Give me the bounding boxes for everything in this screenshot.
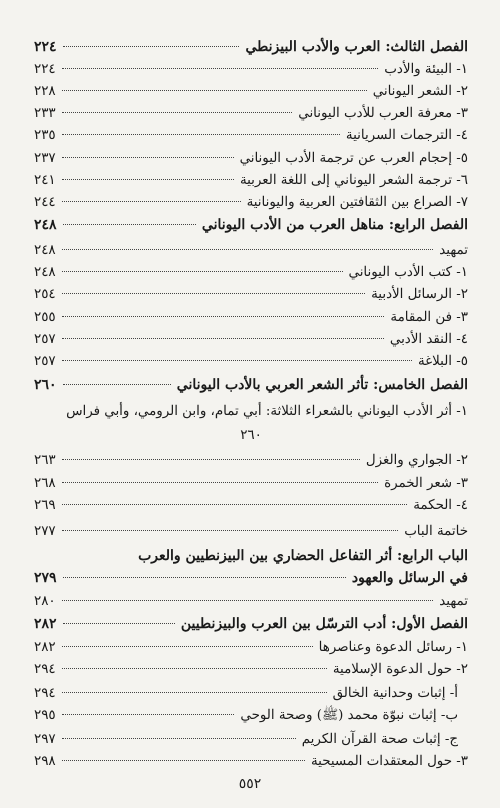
leader-dots (62, 600, 434, 601)
toc-entry-title: ١- أثر الأدب اليوناني بالشعراء الثلاثة: أبي تمام، وابن الرومي، وأبي فراس (66, 404, 468, 419)
leader-dots (62, 338, 384, 339)
toc-entry-title: أ- إثبات وحدانية الخالق (332, 686, 458, 701)
toc-entry-page: ٢٩٧ (34, 732, 56, 747)
toc-entry-page: ٢٣٥ (34, 128, 56, 143)
leader-dots (62, 249, 434, 250)
toc-entry (34, 659, 468, 681)
toc-entry-title: ٢- حول الدعوة الإسلامية (332, 662, 468, 677)
toc-entry-title: الفصل الرابع: مناهل العرب من الأدب اليوناني (201, 217, 468, 233)
toc-entry (34, 284, 468, 306)
toc-entry (34, 192, 468, 214)
leader-dots (62, 201, 241, 202)
toc-entry-page: ٢٥٤ (34, 287, 56, 302)
leader-dots (62, 157, 234, 158)
toc-entry-page: ٢٤٨ (34, 217, 57, 233)
toc-entry-title: تمهيد (439, 243, 468, 258)
leader-dots (63, 577, 346, 578)
leader-dots (62, 530, 399, 531)
leader-dots (62, 459, 360, 460)
toc-entry (34, 591, 468, 613)
leader-dots (62, 668, 327, 669)
leader-dots (62, 714, 235, 715)
toc-entry (34, 613, 468, 635)
leader-dots (62, 90, 367, 91)
toc-entry (34, 450, 468, 472)
leader-dots (62, 504, 408, 505)
toc-entry (34, 751, 468, 773)
leader-dots (62, 68, 379, 69)
toc-entry (34, 103, 468, 125)
toc-entry-page: ٢٦٣ (34, 453, 56, 468)
toc-entry-page: ٢٦٠ (240, 428, 262, 443)
leader-dots (62, 646, 313, 647)
toc-entry (34, 329, 468, 351)
leader-dots (62, 760, 305, 761)
leader-dots (62, 134, 340, 135)
toc-entry-page: ٢٨٢ (34, 616, 57, 632)
toc-entry-title: ب- إثبات نبوّة محمد (ﷺ) وصحة الوحي (240, 708, 458, 723)
toc-entry-title: ١- رسائل الدعوة وعناصرها (318, 640, 468, 655)
toc-entry (34, 307, 468, 329)
toc-entry (34, 240, 468, 262)
toc-entry (34, 262, 468, 284)
toc-entry-title: ٢- الرسائل الأدبية (371, 287, 468, 302)
toc-entry-title: الفصل الخامس: تأثر الشعر العربي بالأدب اليوناني (176, 377, 468, 393)
toc-entry-title: ٣- شعر الخمرة (384, 476, 468, 491)
toc-entry-title: الفصل الثالث: العرب والأدب البيزنطي (245, 39, 468, 55)
toc-entry-page: ٢٢٤ (34, 39, 57, 55)
toc-entry-page: ٢٤٨ (34, 243, 56, 258)
toc-entry-page: ٢٤١ (34, 173, 56, 188)
toc-entry (34, 36, 468, 58)
toc-entry-title: تمهيد (439, 594, 468, 609)
toc-entry (34, 170, 468, 192)
toc-entry-page: ٢٢٤ (34, 62, 56, 77)
toc-entry (34, 374, 468, 396)
toc-entry (34, 214, 468, 236)
toc-entry-page: ٢٥٧ (34, 354, 56, 369)
toc-entry-title: ٣- معرفة العرب للأدب اليوناني (298, 106, 468, 121)
toc-entry-title: الفصل الأول: أدب الترسّل بين العرب والبيزنطيين (180, 616, 468, 632)
toc-entry-title: ٤- النقد الأدبي (389, 332, 468, 347)
toc-entry-title: ٧- الصراع بين الثقافتين العربية واليونانية (246, 195, 468, 210)
toc-entry-title: الباب الرابع: أثر التفاعل الحضاري بين البيزنطيين والعرب (138, 548, 468, 564)
leader-dots (62, 738, 296, 739)
toc-entry-title: ٥- البلاغة (418, 354, 468, 369)
toc-entry-page: ٢٦٩ (34, 498, 56, 513)
toc-entry (34, 567, 468, 589)
toc-entry (34, 683, 458, 705)
toc-entry-page: ٢٣٧ (34, 151, 56, 166)
toc-entry-page: ٢٦٨ (34, 476, 56, 491)
leader-dots (63, 623, 175, 624)
leader-dots (62, 112, 293, 113)
toc-entry-page: ٢٣٣ (34, 106, 56, 121)
leader-dots (62, 360, 412, 361)
leader-dots (63, 46, 240, 47)
toc-entry-page: ٢٥٥ (34, 310, 56, 325)
toc-entry-page: ٢٧٧ (34, 524, 56, 539)
toc-entry (34, 729, 458, 751)
leader-dots (63, 224, 196, 225)
toc-entry (34, 521, 468, 543)
toc-entry-page: ٢٨٠ (34, 594, 56, 609)
toc-entry (34, 401, 468, 423)
toc-entry-page: ٢٨٢ (34, 640, 56, 655)
toc-entry-page: ٢٩٤ (34, 686, 56, 701)
toc-entry-title: ١- البيئة والأدب (384, 62, 468, 77)
toc-entry-title: ٥- إحجام العرب عن ترجمة الأدب اليوناني (239, 151, 468, 166)
toc-entry-title: ٢- الجواري والغزل (365, 453, 468, 468)
toc-entry-page: ٢٦٠ (34, 377, 57, 393)
toc-entry (34, 495, 468, 517)
toc-entry-page: ٢٢٨ (34, 84, 56, 99)
leader-dots (62, 271, 343, 272)
toc-entry (34, 81, 468, 103)
toc-entry-title: ٣- حول المعتقدات المسيحية (311, 754, 468, 769)
toc-entry (34, 473, 468, 495)
toc-entry (34, 59, 468, 81)
toc-entry-page: ٢٩٨ (34, 754, 56, 769)
toc-entry-title: ج- إثبات صحة القرآن الكريم (301, 732, 458, 747)
toc-entry-title: ٣- فن المقامة (390, 310, 468, 325)
toc-entry (34, 351, 468, 373)
toc-entry-page: ٢٥٧ (34, 332, 56, 347)
toc-entry-page: ٢٩٥ (34, 708, 56, 723)
page-number: ٥٥٢ (238, 776, 262, 792)
toc-entry (34, 545, 468, 567)
toc-entry-page: ٢٧٩ (34, 570, 57, 586)
leader-dots (62, 692, 327, 693)
toc-entry-title: ٤- الترجمات السريانية (345, 128, 468, 143)
toc-entry (34, 705, 458, 727)
leader-dots (62, 179, 234, 180)
toc-entry (34, 637, 468, 659)
toc-entry-page: ٢٤٨ (34, 265, 56, 280)
toc-entry-title: ٤- الحكمة (413, 498, 468, 513)
leader-dots (62, 316, 385, 317)
toc-entry-title: في الرسائل والعهود (351, 570, 468, 586)
toc-entry-title: ١- كتب الأدب اليوناني (348, 265, 468, 280)
leader-dots (63, 384, 171, 385)
toc-entry (34, 125, 468, 147)
toc-entry-page: ٢٩٤ (34, 662, 56, 677)
toc-entry-title: ٢- الشعر اليوناني (372, 84, 468, 99)
leader-dots (62, 482, 379, 483)
toc-entry-title: ٦- ترجمة الشعر اليوناني إلى اللغة العربية (239, 173, 468, 188)
toc-entry (34, 148, 468, 170)
toc-entry-page: ٢٤٤ (34, 195, 56, 210)
toc-entry (34, 425, 468, 447)
leader-dots (62, 293, 366, 294)
toc-entry-title: خاتمة الباب (404, 524, 468, 539)
